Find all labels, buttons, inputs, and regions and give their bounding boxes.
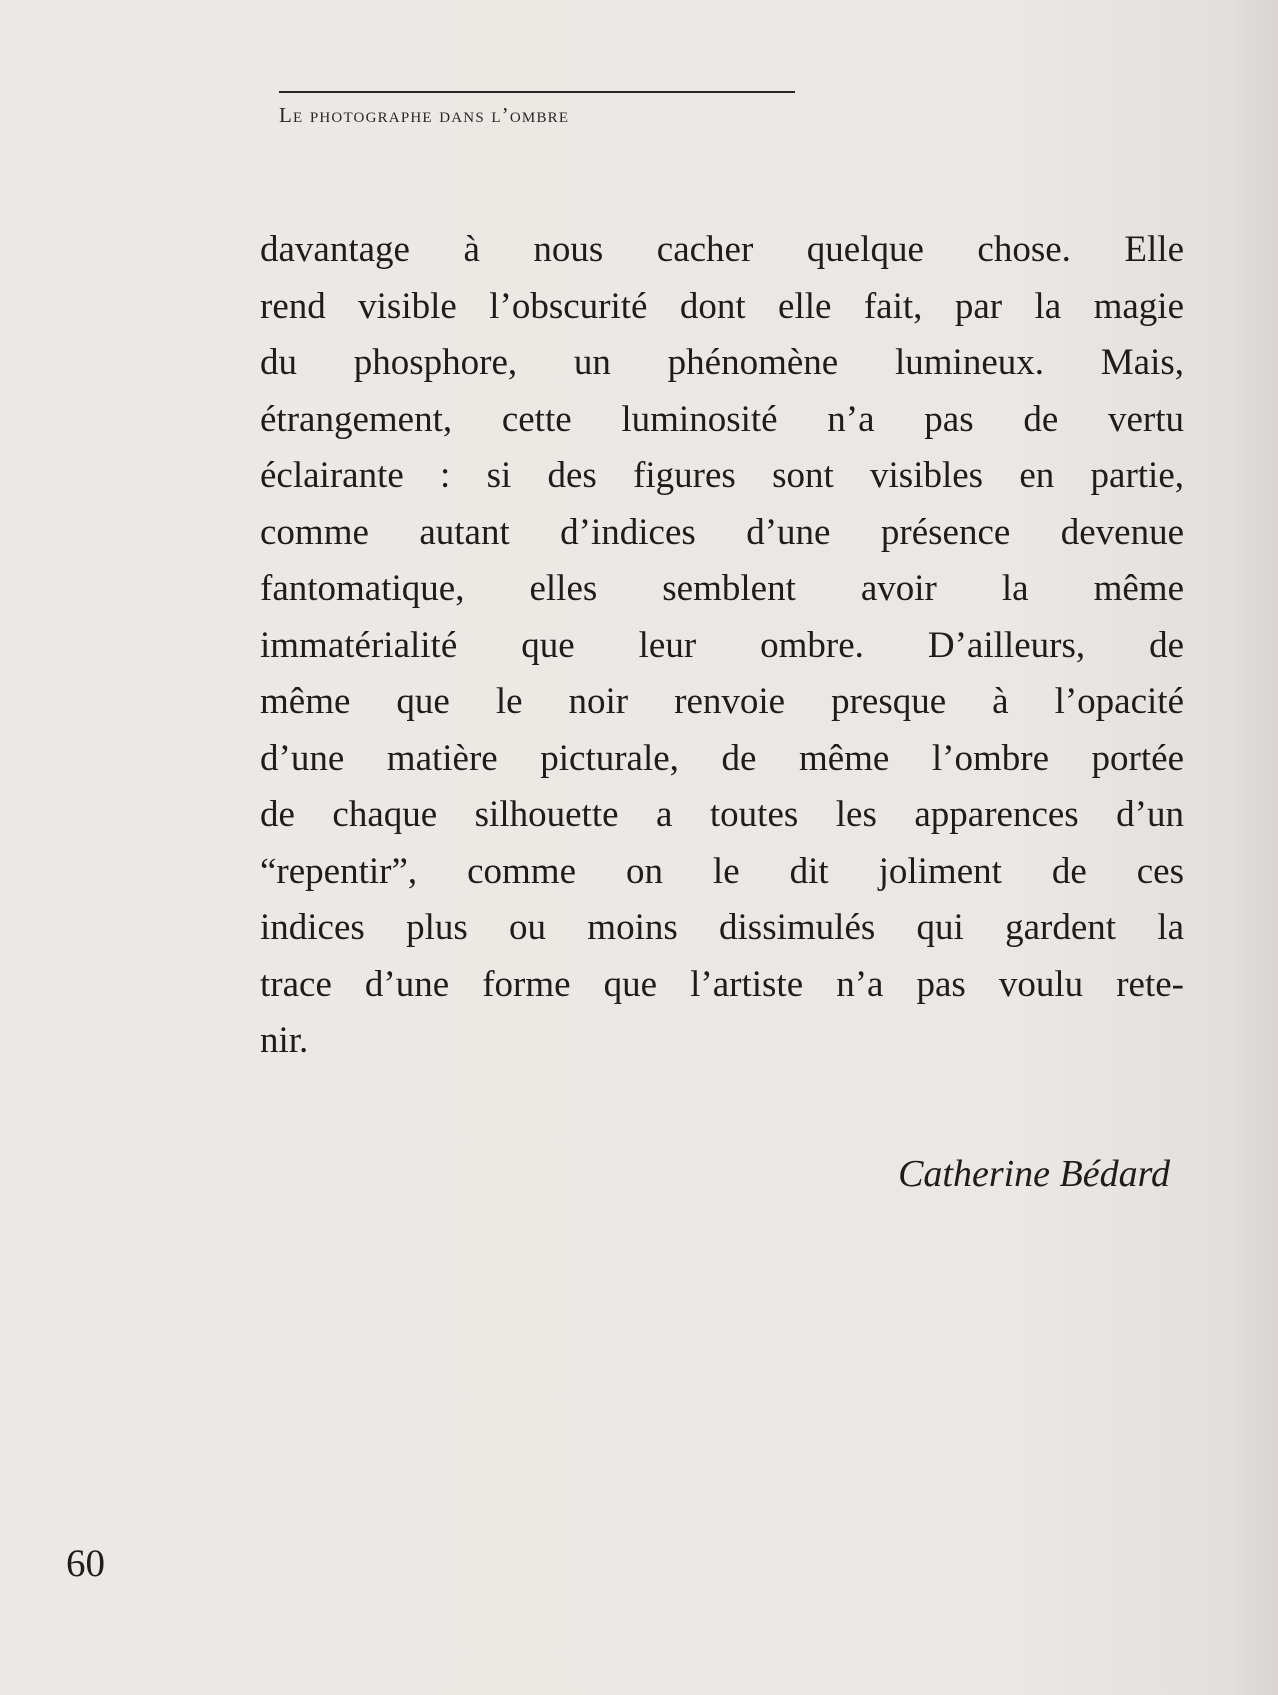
running-head: Le photographe dans l’ombre xyxy=(279,103,570,127)
text-line: trace d’une forme que l’artiste n’a pas voulu rete- xyxy=(260,963,1184,1005)
header-rule xyxy=(279,91,795,93)
text-line: rend visible l’obscurité dont elle fait, par la magie xyxy=(260,285,1184,327)
text-line: étrangement, cette luminosité n’a pas de vertu xyxy=(260,398,1184,440)
text-line: “repentir”, comme on le dit joliment de ces xyxy=(260,850,1184,892)
body-text xyxy=(260,222,1184,1070)
text-line: éclairante : si des figures sont visibles en partie, xyxy=(260,455,1184,496)
text-line: de chaque silhouette a toutes les apparences d’un xyxy=(260,794,1184,835)
author-signature: Catherine Bédard xyxy=(898,1153,1170,1195)
text-line: fantomatique, elles semblent avoir la même xyxy=(260,568,1184,609)
page-number: 60 xyxy=(66,1542,105,1585)
text-line: indices plus ou moins dissimulés qui gardent la xyxy=(260,907,1184,948)
text-line-last: nir. xyxy=(260,1020,309,1061)
text-line: davantage à nous cacher quelque chose. Elle xyxy=(260,229,1184,270)
text-line: du phosphore, un phénomène lumineux. Mais, xyxy=(260,342,1184,383)
text-line: immatérialité que leur ombre. D’ailleurs, de xyxy=(260,624,1184,666)
text-line: même que le noir renvoie presque à l’opacité xyxy=(260,681,1184,722)
text-line: d’une matière picturale, de même l’ombre portée xyxy=(260,737,1184,779)
page-header xyxy=(279,91,795,128)
text-line: comme autant d’indices d’une présence devenue xyxy=(260,511,1184,553)
